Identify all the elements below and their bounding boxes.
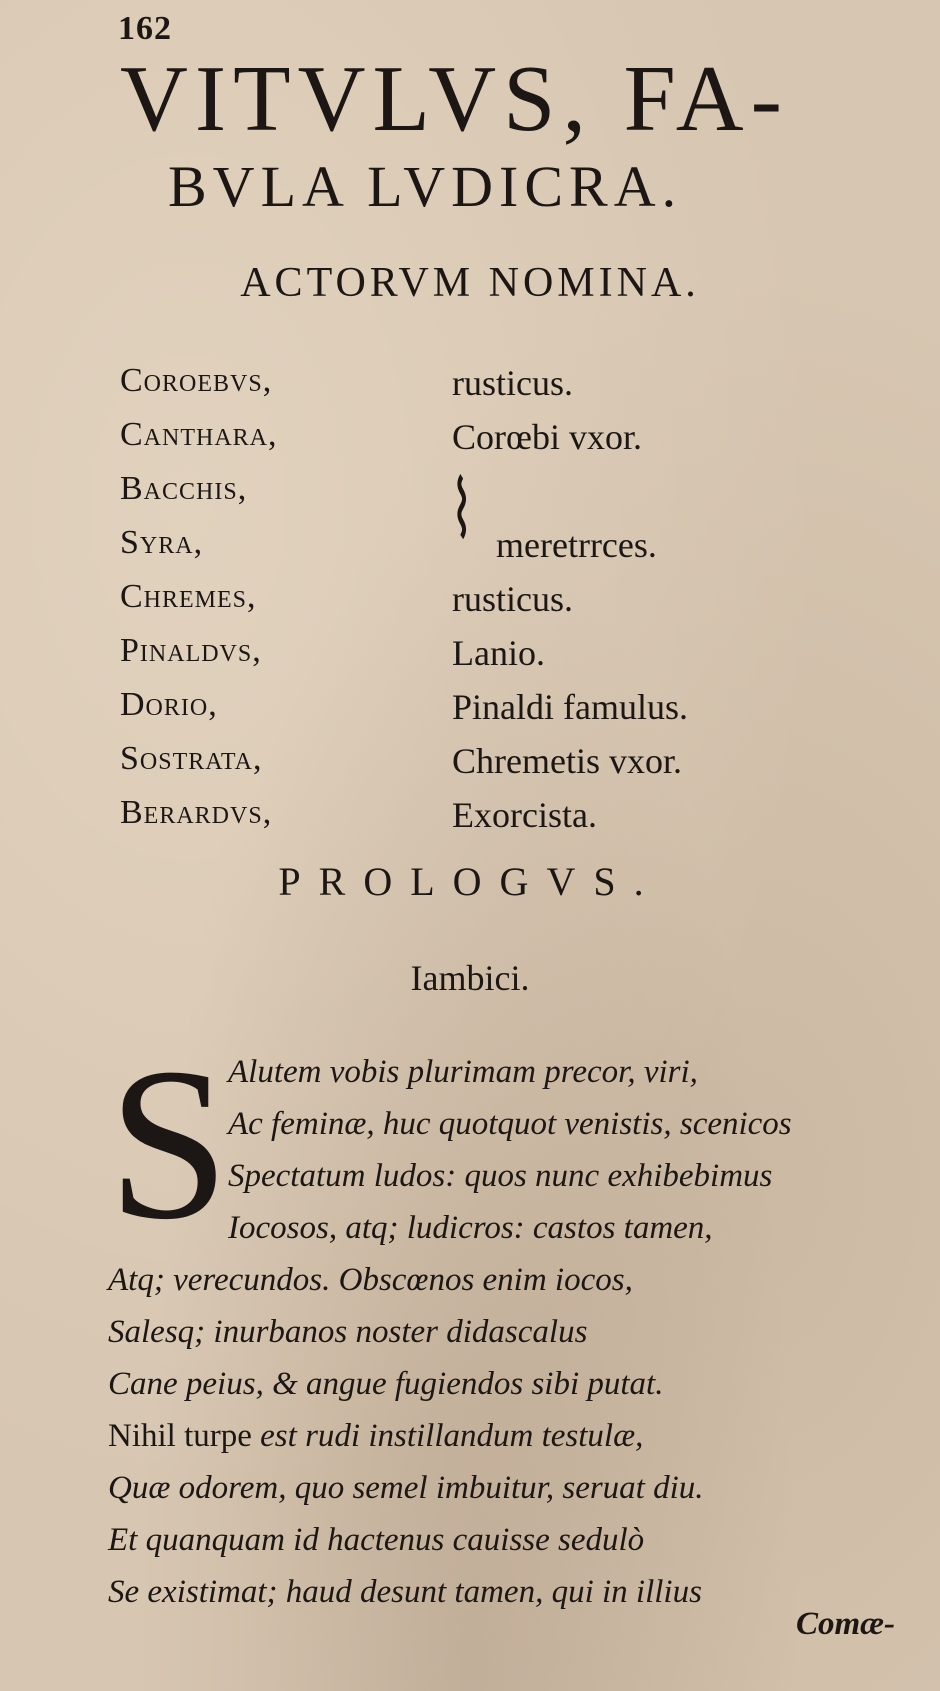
verse-line: Se existimat; haud desunt tamen, qui in illius [108, 1574, 702, 1610]
cast-row [120, 416, 840, 470]
verse-line: Cane peius, & angue fugiendos sibi putat. [108, 1366, 664, 1402]
cast-row [120, 686, 840, 740]
cast-name: Coroebvs, [120, 362, 273, 399]
cast-role: rusticus. [452, 363, 573, 403]
cast-heading: ACTORVM NOMINA. [240, 260, 700, 306]
verse-roman-part: Nihil turpe [108, 1418, 252, 1454]
cast-name: Canthara, [120, 416, 278, 453]
cast-list [120, 362, 840, 848]
cast-name: Syra, [120, 524, 204, 561]
verse-line: Iocosos, atq; ludicros: castos tamen, [228, 1210, 713, 1246]
cast-name: Bacchis, [120, 470, 248, 507]
cast-name: Dorio, [120, 686, 218, 723]
cast-role: meretrrces. [496, 525, 657, 565]
cast-row [120, 524, 840, 578]
verse-line: Atq; verecundos. Obscœnos enim iocos, [108, 1262, 633, 1298]
cast-name: Chremes, [120, 578, 257, 615]
title-line-2: BVLA LVDICRA. [168, 154, 683, 219]
verse-line: Spectatum ludos: quos nunc exhibebimus [228, 1158, 773, 1194]
cast-row [120, 578, 840, 632]
cast-name: Sostrata, [120, 740, 263, 777]
verse-line: Quæ odorem, quo semel imbuitur, seruat diu. [108, 1470, 704, 1506]
cast-row [120, 794, 840, 848]
cast-name: Berardvs, [120, 794, 273, 831]
cast-role: Lanio. [452, 633, 545, 673]
catchword: Comæ- [796, 1606, 895, 1642]
drop-cap: S [108, 1024, 230, 1265]
title-line-1: VITVLVS, FA- [120, 47, 789, 151]
verse-line: Alutem vobis plurimam precor, viri, [228, 1054, 698, 1090]
cast-row [120, 740, 840, 794]
cast-name: Pinaldvs, [120, 632, 262, 669]
cast-role: Chremetis vxor. [452, 741, 682, 781]
cast-row [120, 362, 840, 416]
cast-role: Corœbi vxor. [452, 417, 643, 457]
cast-role: Exorcista. [452, 795, 597, 835]
verse-line: Salesq; inurbanos noster didascalus [108, 1314, 588, 1350]
verse-italic-part: est rudi instillandum testulæ, [260, 1418, 644, 1454]
verse-line: Et quanquam id hactenus cauisse sedulò [108, 1522, 645, 1558]
page-number: 162 [118, 10, 172, 47]
prologue-heading: PROLOGVS. [278, 859, 662, 904]
verse-line [108, 1420, 643, 1453]
brace-icon: ⌇ [450, 463, 474, 556]
cast-row [120, 632, 840, 686]
cast-role: rusticus. [452, 579, 573, 619]
meter-label: Iambici. [410, 958, 530, 998]
cast-role: Pinaldi famulus. [452, 687, 688, 727]
verse-line: Ac feminæ, huc quotquot venistis, scenicos [228, 1106, 792, 1142]
